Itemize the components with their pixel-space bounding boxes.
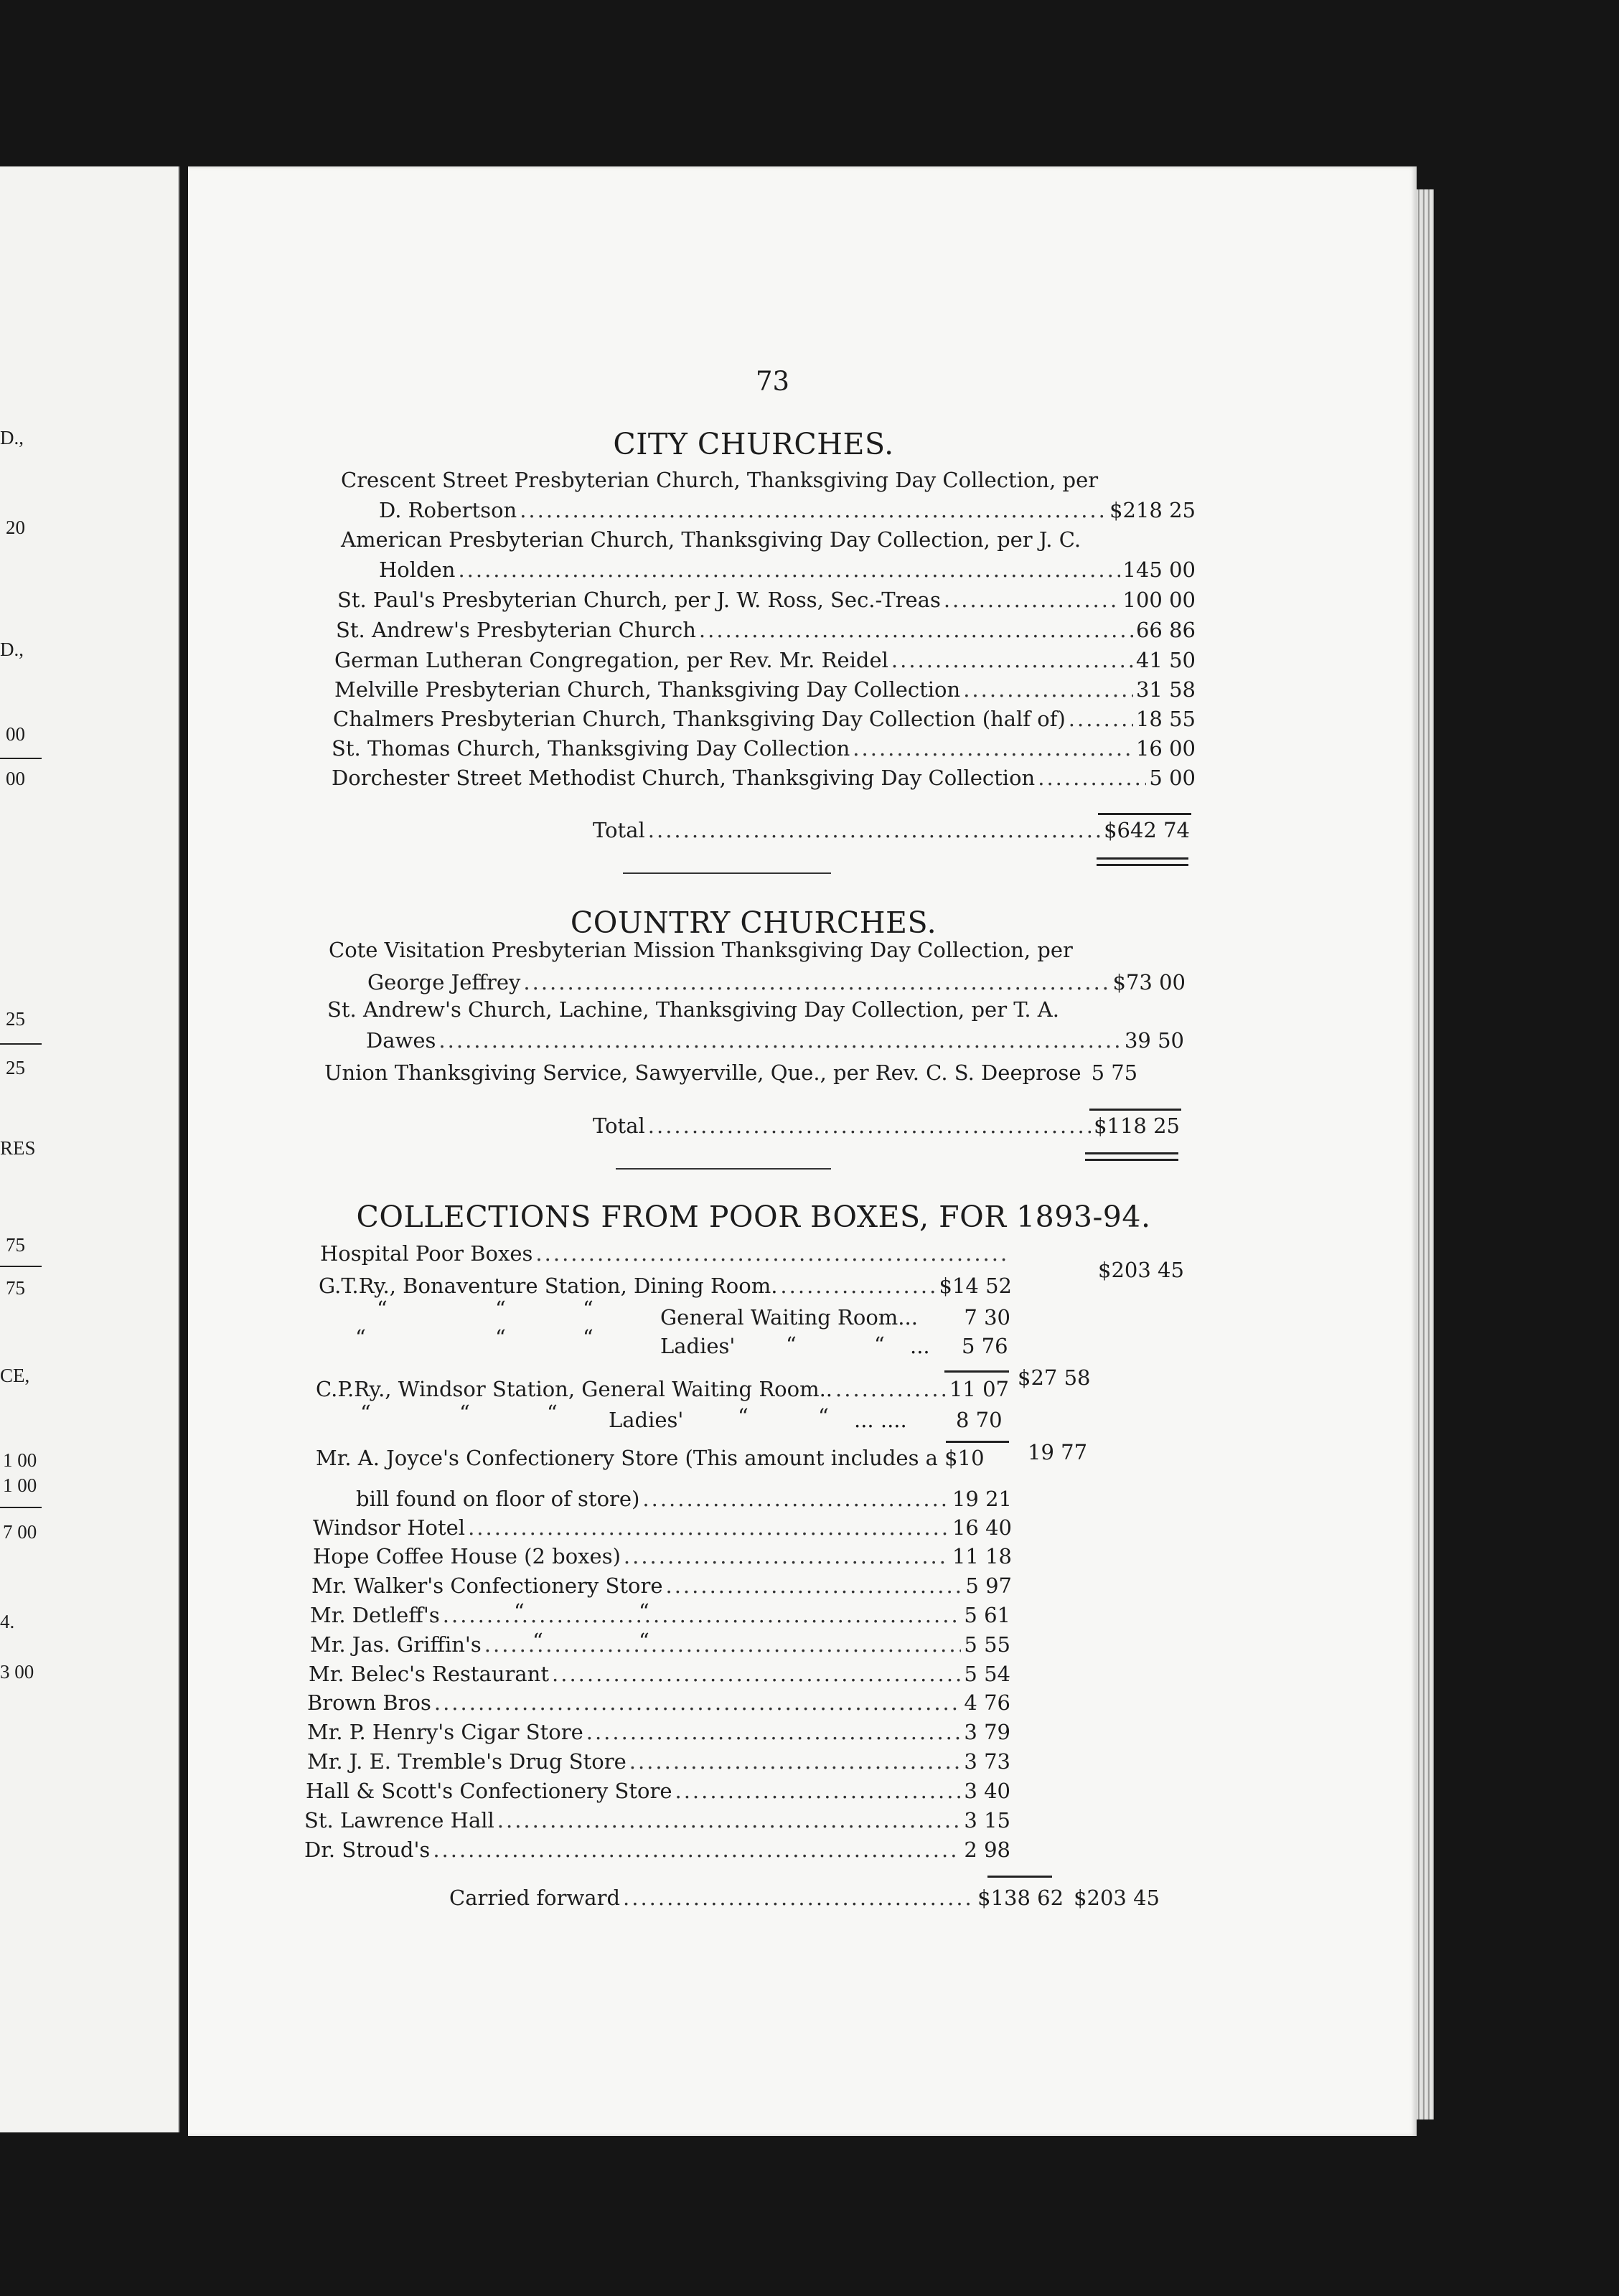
city-item (334, 679, 1196, 700)
item-label: Hospital Poor Boxes (320, 1241, 533, 1266)
poor-box-item (313, 1515, 1012, 1540)
city-churches-heading: CITY CHURCHES. (613, 427, 894, 461)
left-fragment-text: 7 00 (3, 1521, 37, 1543)
leader-dots (944, 590, 1120, 611)
item-amount: 3 79 (964, 1720, 1010, 1744)
leader-dots (523, 972, 1109, 993)
gtr-ladies-label: Ladies' (660, 1334, 736, 1358)
ditto-mark: “ (532, 1629, 543, 1653)
ditto-mark: “ (818, 1404, 829, 1429)
subtotal-rule (1098, 813, 1191, 815)
country-churches-heading: COUNTRY CHURCHES. (570, 905, 937, 940)
item-amount: 3 73 (964, 1749, 1010, 1774)
city-item (336, 620, 1196, 641)
left-fragment-text: 25 (6, 1008, 25, 1030)
leader-dots (1069, 709, 1133, 730)
item-label: Mr. Walker's Confectionery Store (311, 1573, 663, 1598)
ditto-mark: “ (360, 1401, 371, 1425)
leader-dots (484, 1634, 962, 1655)
joyce-row (356, 1489, 1012, 1510)
ditto-mark: “ (639, 1629, 649, 1653)
carried-forward-label: Carried forward (449, 1886, 621, 1910)
city-item (332, 768, 1196, 789)
item-label: Mr. Detleff's (310, 1603, 440, 1627)
leader-dots (675, 1781, 962, 1802)
leader-dots (497, 1810, 962, 1831)
ditto-mark: “ (583, 1297, 593, 1321)
item-amount: 100 00 (1122, 588, 1196, 612)
cpr-ladies-amount: 8 70 (956, 1408, 1003, 1432)
item-amount: 5 55 (964, 1632, 1010, 1657)
item-amount: 19 21 (952, 1487, 1012, 1511)
leader-dots (433, 1840, 961, 1860)
poor-box-item (310, 1605, 1010, 1626)
country-item-line1: Cote Visitation Presbyterian Mission Thanksgiving Day Collection, per (329, 938, 1073, 962)
carried-forward-row (449, 1888, 1160, 1909)
country-item (367, 972, 1186, 993)
leader-dots (520, 500, 1107, 521)
item-label: General Waiting Room... (660, 1305, 918, 1330)
poor-box-item (306, 1781, 1010, 1802)
total-label: Total (593, 1114, 645, 1138)
item-label: Holden (379, 557, 456, 582)
left-fragment-text: 00 (6, 723, 25, 745)
poor-box-item (311, 1573, 1012, 1598)
leader-dots (648, 820, 1101, 841)
item-amount: $14 52 (939, 1274, 1012, 1298)
leader-dots (666, 1576, 963, 1596)
item-label: Melville Presbyterian Church, Thanksgiving Day Collection (334, 677, 961, 702)
item-amount: 11 07 (949, 1377, 1009, 1401)
item-label: Chalmers Presbyterian Church, Thanksgiving Day Collection (half of) (333, 707, 1066, 731)
item-amount: 41 50 (1135, 648, 1196, 672)
left-fragment-text: 25 (6, 1057, 25, 1078)
ditto-mark: “ (495, 1297, 506, 1321)
leader-dots (458, 560, 1120, 580)
item-label: Hope Coffee House (2 boxes) (313, 1544, 621, 1568)
item-amount: 3 40 (964, 1779, 1010, 1803)
leader-dots (963, 679, 1133, 700)
item-amount: 11 18 (952, 1544, 1012, 1568)
section-divider (616, 1168, 831, 1170)
leader-dots (891, 650, 1133, 671)
leader-dots (624, 1546, 949, 1567)
carried-forward-total: $203 45 (1074, 1886, 1160, 1910)
item-label: bill found on floor of store) (356, 1487, 640, 1511)
poor-box-item (304, 1840, 1010, 1860)
item-amount: 5 00 (1149, 766, 1196, 790)
city-item (379, 500, 1196, 521)
city-item-line1: Crescent Street Presbyterian Church, Thanksgiving Day Collection, per (341, 468, 1099, 492)
ditto-mark: “ (874, 1332, 885, 1357)
country-item (324, 1060, 1183, 1085)
item-amount: 16 40 (952, 1515, 1012, 1540)
item-label: George Jeffrey (367, 970, 521, 994)
cpr-ladies-label: Ladies' (609, 1408, 684, 1432)
left-fragment-text: 20 (6, 517, 25, 538)
ditto-mark: “ (377, 1297, 388, 1321)
left-fragment-text: 75 (6, 1234, 25, 1256)
item-amount: 5 54 (964, 1662, 1010, 1686)
item-label: German Lutheran Congregation, per Rev. Mr. Reidel (334, 648, 888, 672)
leader-dots (648, 1116, 1091, 1137)
ditto-mark: “ (639, 1599, 649, 1624)
page-number: 73 (756, 366, 790, 397)
cpr-subtotal: 19 77 (1028, 1440, 1088, 1464)
ditto-mark: “ (786, 1332, 797, 1357)
left-fragment-text: D., (0, 427, 24, 448)
leader-dots (586, 1722, 962, 1743)
item-label: G.T.Ry., Bonaventure Station, Dining Room. (319, 1274, 778, 1298)
item-amount: 18 55 (1135, 707, 1196, 731)
city-item (333, 709, 1196, 730)
total-double-rule (1085, 1152, 1178, 1161)
item-amount: 5 75 (1091, 1060, 1138, 1085)
item-label: St. Thomas Church, Thanksgiving Day Collection (332, 736, 850, 761)
city-item (379, 557, 1196, 582)
item-label: Mr. Jas. Griffin's (310, 1632, 482, 1657)
country-item-line1: St. Andrew's Church, Lachine, Thanksgiving Day Collection, per T. A. (327, 997, 1059, 1022)
left-fragment-text: 00 (6, 768, 25, 789)
joyce-line1: Mr. A. Joyce's Confectionery Store (This amount includes a $10 (316, 1446, 985, 1470)
gtr-subtotal: $27 58 (1018, 1365, 1091, 1390)
subtotal-rule (946, 1441, 1009, 1443)
poor-boxes-heading: COLLECTIONS FROM POOR BOXES, FOR 1893-94. (356, 1200, 1151, 1234)
item-amount: 2 98 (964, 1838, 1010, 1862)
item-label: Brown Bros (307, 1690, 431, 1715)
poor-box-item (307, 1722, 1010, 1743)
poor-box-item (304, 1810, 1010, 1831)
left-fragment-text: 1 00 (3, 1449, 37, 1471)
item-amount: $218 25 (1109, 498, 1196, 522)
item-amount: 7 30 (964, 1305, 1010, 1330)
item-label: Mr. P. Henry's Cigar Store (307, 1720, 583, 1744)
item-amount: 39 50 (1124, 1028, 1184, 1053)
total-label: Total (593, 818, 645, 842)
poor-box-item (309, 1664, 1010, 1685)
item-amount: $73 00 (1112, 970, 1186, 994)
left-fragment-text: CE, (0, 1365, 30, 1386)
item-amount: 4 76 (964, 1690, 1010, 1715)
leader-dots (1038, 768, 1146, 789)
total-double-rule (1097, 857, 1188, 866)
item-amount: 31 58 (1135, 677, 1196, 702)
leader-dots: ... .... (854, 1408, 907, 1432)
item-amount: 66 86 (1135, 618, 1196, 642)
item-label: Windsor Hotel (313, 1515, 466, 1540)
city-item (332, 738, 1196, 759)
leader-dots (699, 620, 1133, 641)
total-amount: $642 74 (1104, 818, 1190, 842)
leader-dots (438, 1030, 1122, 1051)
item-label: Mr. Belec's Restaurant (309, 1662, 550, 1686)
item-label: Hall & Scott's Confectionery Store (306, 1779, 672, 1803)
left-fragment-text: 3 00 (0, 1661, 34, 1683)
left-fragment-text: 75 (6, 1277, 25, 1299)
item-label: Dr. Stroud's (304, 1838, 431, 1862)
item-label: C.P.Ry., Windsor Station, General Waiting Room.. (316, 1377, 833, 1401)
leader-dots: ... (910, 1334, 930, 1358)
leader-dots (835, 1379, 947, 1400)
ditto-mark: “ (495, 1325, 506, 1350)
ditto-mark: “ (547, 1401, 558, 1425)
gtr-ladies-amount: 5 76 (962, 1334, 1008, 1358)
item-label: St. Andrew's Presbyterian Church (336, 618, 696, 642)
subtotal-rule (987, 1876, 1052, 1878)
item-label: St. Lawrence Hall (304, 1808, 494, 1832)
item-label: St. Paul's Presbyterian Church, per J. W. Ross, Sec.-Treas (337, 588, 941, 612)
leader-dots (434, 1693, 962, 1713)
city-item-line1: American Presbyterian Church, Thanksgiving Day Collection, per J. C. (341, 527, 1081, 552)
section-divider (623, 872, 831, 874)
city-total (593, 820, 1190, 841)
item-amount: 3 15 (964, 1808, 1010, 1832)
ditto-mark: “ (583, 1325, 593, 1350)
city-item (337, 590, 1196, 611)
leader-dots (642, 1489, 949, 1510)
ditto-mark: “ (514, 1599, 525, 1624)
left-fragment-text: RES (0, 1137, 36, 1159)
item-amount: 5 97 (965, 1573, 1012, 1598)
leader-dots (623, 1888, 975, 1909)
poor-box-item (307, 1690, 1010, 1715)
ditto-mark: “ (459, 1401, 470, 1425)
item-amount: 5 61 (964, 1603, 1010, 1627)
cpr-general-row (316, 1379, 1009, 1400)
item-label: Dorchester Street Methodist Church, Thanksgiving Day Collection (332, 766, 1036, 790)
leader-dots (629, 1751, 962, 1772)
item-label: D. Robertson (379, 498, 517, 522)
poor-box-item (310, 1634, 1010, 1655)
hospital-amount: $203 45 (1098, 1258, 1184, 1282)
left-fragment-text: 1 00 (3, 1474, 37, 1496)
city-item (334, 650, 1196, 671)
country-total (593, 1116, 1180, 1137)
poor-box-item (313, 1546, 1012, 1567)
item-amount: 145 00 (1122, 557, 1196, 582)
item-label: Dawes (366, 1028, 436, 1053)
leader-dots (535, 1243, 1006, 1264)
item-amount: 16 00 (1135, 736, 1196, 761)
leader-dots (780, 1276, 936, 1297)
carried-forward-amount: $138 62 (977, 1886, 1064, 1910)
total-amount: $118 25 (1094, 1114, 1180, 1138)
leader-dots (853, 738, 1133, 759)
gtr-general-row (660, 1307, 1010, 1328)
item-label: Mr. J. E. Tremble's Drug Store (307, 1749, 627, 1774)
hospital-row (320, 1243, 1009, 1264)
left-fragment-text: D., (0, 639, 24, 660)
subtotal-rule (944, 1370, 1009, 1373)
leader-dots (468, 1518, 949, 1538)
subtotal-rule (1089, 1109, 1181, 1111)
left-fragment-text: 4. (0, 1611, 15, 1632)
poor-box-item (307, 1751, 1010, 1772)
leader-dots (552, 1664, 961, 1685)
ditto-mark: “ (355, 1325, 366, 1350)
country-item (366, 1030, 1184, 1051)
item-label: Union Thanksgiving Service, Sawyerville, Que., per Rev. C. S. Deeprose (324, 1060, 1081, 1085)
gtr-dining-row (319, 1276, 1012, 1297)
ditto-mark: “ (738, 1404, 749, 1429)
